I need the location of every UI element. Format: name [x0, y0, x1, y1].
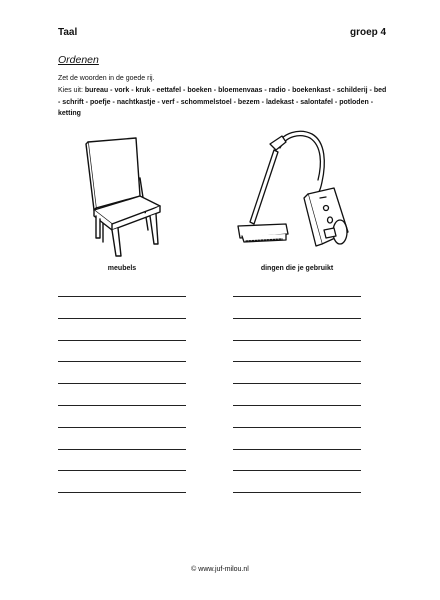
answer-line[interactable]	[58, 361, 186, 362]
answer-column-right	[233, 296, 361, 514]
choice-word: boeken	[187, 87, 212, 94]
answer-line[interactable]	[58, 296, 186, 297]
answer-line[interactable]	[58, 427, 186, 428]
word-choices	[58, 85, 388, 120]
choice-word: ladekast	[265, 98, 294, 106]
choice-word: salontafel	[300, 98, 333, 106]
group-label: groep 4	[350, 27, 387, 38]
answer-line[interactable]	[58, 340, 186, 341]
answer-line[interactable]	[58, 405, 186, 406]
choice-word: bureau	[84, 87, 109, 94]
choice-word: bed	[373, 87, 387, 94]
answer-line[interactable]	[58, 470, 186, 471]
chair-icon	[70, 130, 170, 260]
vacuum-cleaner-icon	[230, 122, 360, 252]
answer-column-left	[58, 296, 186, 514]
answer-line[interactable]	[233, 492, 361, 493]
word-list: bureau - vork - kruk - eettafel - boeken - bloemenvaas - radio - boekenkast - schilderij - bed - schrift - poefje - nachtkastje - verf - schommelstoel - bezem - ladekast - salontafel - potloden - ketting	[58, 87, 387, 117]
answer-line[interactable]	[233, 296, 361, 297]
choice-word: ketting	[58, 110, 81, 117]
answer-line[interactable]	[233, 318, 361, 319]
choice-word: verf	[161, 98, 175, 106]
worksheet-title: Ordenen	[58, 54, 99, 66]
answer-line[interactable]	[58, 492, 186, 493]
choices-prefix: Kies uit:	[58, 87, 83, 94]
answer-line[interactable]	[233, 383, 361, 384]
answer-line[interactable]	[233, 449, 361, 450]
answer-line[interactable]	[233, 361, 361, 362]
answer-line[interactable]	[58, 449, 186, 450]
choice-word: vork	[114, 87, 130, 94]
category-meubels: meubels	[107, 265, 137, 272]
choice-word: schrift	[62, 98, 84, 106]
answer-line[interactable]	[233, 340, 361, 341]
instruction-text: Zet de woorden in de goede rij.	[58, 75, 155, 82]
choice-word: schommelstoel	[180, 98, 232, 106]
choice-word: nachtkastje	[116, 98, 156, 106]
subject-label: Taal	[58, 27, 78, 38]
choice-word: poefje	[89, 98, 111, 106]
answer-line[interactable]	[233, 427, 361, 428]
category-gebruik: dingen die je gebruikt	[260, 265, 334, 272]
choice-word: eettafel	[156, 87, 182, 94]
copyright-footer: © www.juf-milou.nl	[191, 566, 249, 573]
choice-word: kruk	[135, 87, 151, 94]
choice-word: radio	[268, 87, 286, 94]
choice-word: bezem	[237, 98, 260, 106]
choice-word: potloden	[339, 98, 369, 106]
choice-word: boekenkast	[292, 87, 331, 94]
answer-line[interactable]	[58, 383, 186, 384]
choice-word: bloemenvaas	[218, 87, 263, 94]
answer-line[interactable]	[233, 405, 361, 406]
choice-word: schilderij	[336, 87, 368, 94]
answer-line[interactable]	[58, 318, 186, 319]
answer-line[interactable]	[233, 470, 361, 471]
